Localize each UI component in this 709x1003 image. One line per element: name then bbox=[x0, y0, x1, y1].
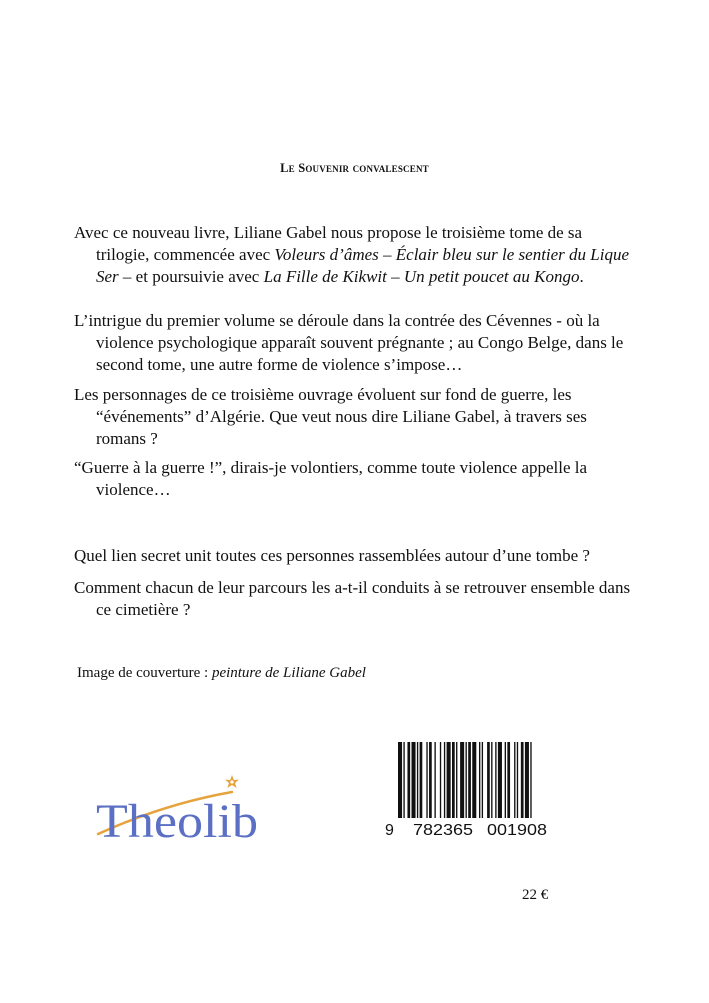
barcode-bar bbox=[491, 742, 492, 818]
book-title-1: Voleurs d’âmes – Éclair bleu sur le sentier du Lique Ser bbox=[96, 245, 630, 286]
barcode-group-2: 001908 bbox=[487, 822, 548, 839]
barcode-bar bbox=[444, 742, 445, 818]
barcode-bar bbox=[482, 742, 483, 818]
barcode-bar bbox=[525, 742, 529, 818]
barcode-bar bbox=[521, 742, 524, 818]
star-icon bbox=[225, 775, 239, 788]
paragraph-question-2: Comment chacun de leur parcours les a-t-il conduits à se retrouver ensemble dans ce cimetière ? bbox=[74, 578, 631, 619]
paragraph-quote: “Guerre à la guerre !”, dirais-je volontiers, comme toute violence appelle la violence… bbox=[74, 458, 588, 499]
barcode-bar bbox=[407, 742, 410, 818]
barcode-bar bbox=[514, 742, 515, 818]
barcode-bar bbox=[460, 742, 464, 818]
barcode-bar bbox=[456, 742, 457, 818]
barcode-bar bbox=[440, 742, 441, 818]
paragraph-intro bbox=[74, 222, 636, 288]
publisher-logo bbox=[94, 772, 264, 844]
barcode-bar bbox=[466, 742, 467, 818]
cover-credit-label: Image de couverture : bbox=[77, 665, 212, 681]
isbn-barcode bbox=[376, 740, 556, 841]
barcode-bar bbox=[530, 742, 531, 818]
barcode-bar bbox=[479, 742, 480, 818]
barcode-bar bbox=[447, 742, 451, 818]
barcode-bar bbox=[487, 742, 490, 818]
cover-credit bbox=[77, 663, 366, 683]
price-label: 22 € bbox=[522, 887, 549, 903]
paragraph-characters: Les personnages de ce troisième ouvrage évoluent sur fond de guerre, les “événements” d’Algérie. Que veut nous dire Liliane Gabel, à travers ses romans ? bbox=[74, 385, 587, 448]
barcode-bar bbox=[505, 742, 506, 818]
barcode-digit-first: 9 bbox=[385, 822, 394, 839]
barcode-bar bbox=[426, 742, 427, 818]
barcode-bar bbox=[434, 742, 435, 818]
intro-text-1: Avec ce nouveau livre, Liliane Gabel nous propose le troisième tome de sa trilogie, commencée avec bbox=[74, 223, 583, 264]
barcode-bar bbox=[398, 742, 402, 818]
barcode-bar bbox=[412, 742, 416, 818]
barcode-bar bbox=[498, 742, 502, 818]
intro-text-3: . bbox=[579, 267, 584, 286]
barcode-bar bbox=[507, 742, 510, 818]
barcode-group-1: 782365 bbox=[413, 822, 474, 839]
barcode-bar bbox=[495, 742, 496, 818]
barcode-bar bbox=[452, 742, 455, 818]
barcode-bar bbox=[403, 742, 404, 818]
publisher-logo-text: Theolib bbox=[96, 795, 258, 844]
barcode-bar bbox=[420, 742, 423, 818]
barcode-bar bbox=[429, 742, 432, 818]
paragraph-plot: L’intrigue du premier volume se déroule dans la contrée des Cévennes - où la violence psychologique apparaît souvent prégnante ; au Congo Belge, dans le second tome, une autre forme de violence s’impose… bbox=[74, 311, 624, 374]
barcode-bar bbox=[417, 742, 418, 818]
barcode-bar bbox=[472, 742, 476, 818]
barcode-bar bbox=[468, 742, 471, 818]
book-title: Le Souvenir convalescent bbox=[280, 161, 429, 175]
barcode-bar bbox=[517, 742, 518, 818]
book-title-2: La Fille de Kikwit – Un petit poucet au Kongo bbox=[263, 267, 580, 286]
paragraph-question-1: Quel lien secret unit toutes ces personnes rassemblées autour d’une tombe ? bbox=[74, 546, 590, 565]
intro-text-2: – et poursuivie avec bbox=[118, 267, 264, 286]
cover-credit-value: peinture de Liliane Gabel bbox=[211, 665, 366, 681]
